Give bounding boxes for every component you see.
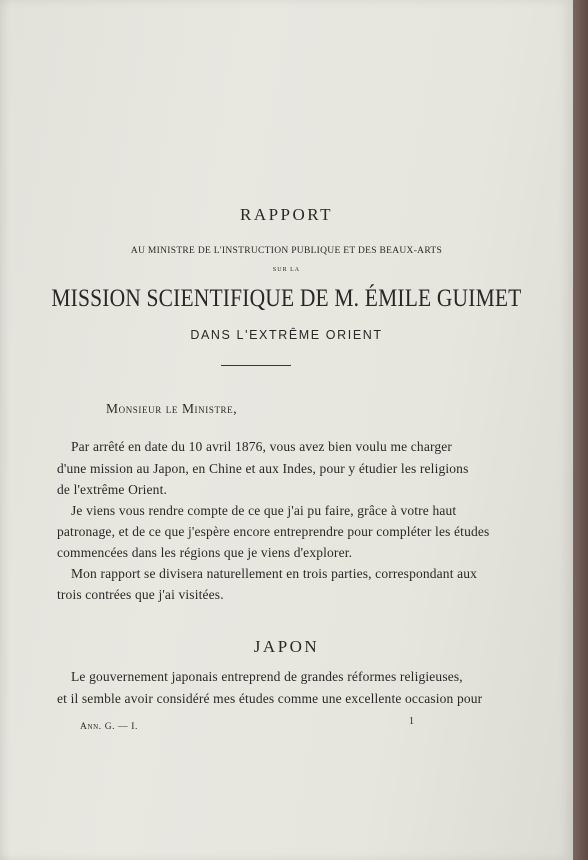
decorative-rule (221, 365, 291, 366)
section-line: et il semble avoir considéré mes études comme une excellente occasion pour (57, 691, 483, 706)
body-line: trois contrées que j'ai visitées. (57, 587, 224, 602)
body-line: commencées dans les régions que je viens d'explorer. (57, 545, 353, 560)
body-line: Par arrêté en date du 10 avril 1876, vous avez bien voulu me charger (71, 439, 453, 454)
report-title: RAPPORT (239, 205, 333, 224)
mission-heading: MISSION SCIENTIFIQUE DE M. ÉMILE GUIMET (51, 285, 522, 312)
body-line: Mon rapport se divisera naturellement en trois parties, correspondant aux (71, 566, 478, 581)
body-line: d'une mission au Japon, en Chine et aux Indes, pour y étudier les religions (57, 461, 469, 476)
signature-mark: Ann. G. — I. (80, 722, 138, 732)
addressee-line: AU MINISTRE DE L'INSTRUCTION PUBLIQUE ET DES BEAUX-ARTS (130, 246, 443, 256)
page-gutter-shadow (0, 0, 10, 860)
body-line: de l'extrême Orient. (57, 482, 168, 497)
section-line: Le gouvernement japonais entreprend de grandes réformes religieuses, (71, 669, 463, 684)
section-heading: JAPON (253, 637, 320, 656)
body-line: patronage, et de ce que j'espère encore entreprendre pour compléter les études (57, 524, 490, 539)
connector-line: SUR LA (272, 267, 301, 273)
page-number: 1 (409, 716, 414, 727)
salutation: Monsieur le Ministre, (106, 401, 238, 416)
region-subheading: DANS L'EXTRÊME ORIENT (190, 328, 383, 342)
body-line: Je viens vous rendre compte de ce que j'ai pu faire, grâce à votre haut (71, 503, 457, 518)
binding-edge (573, 0, 588, 860)
